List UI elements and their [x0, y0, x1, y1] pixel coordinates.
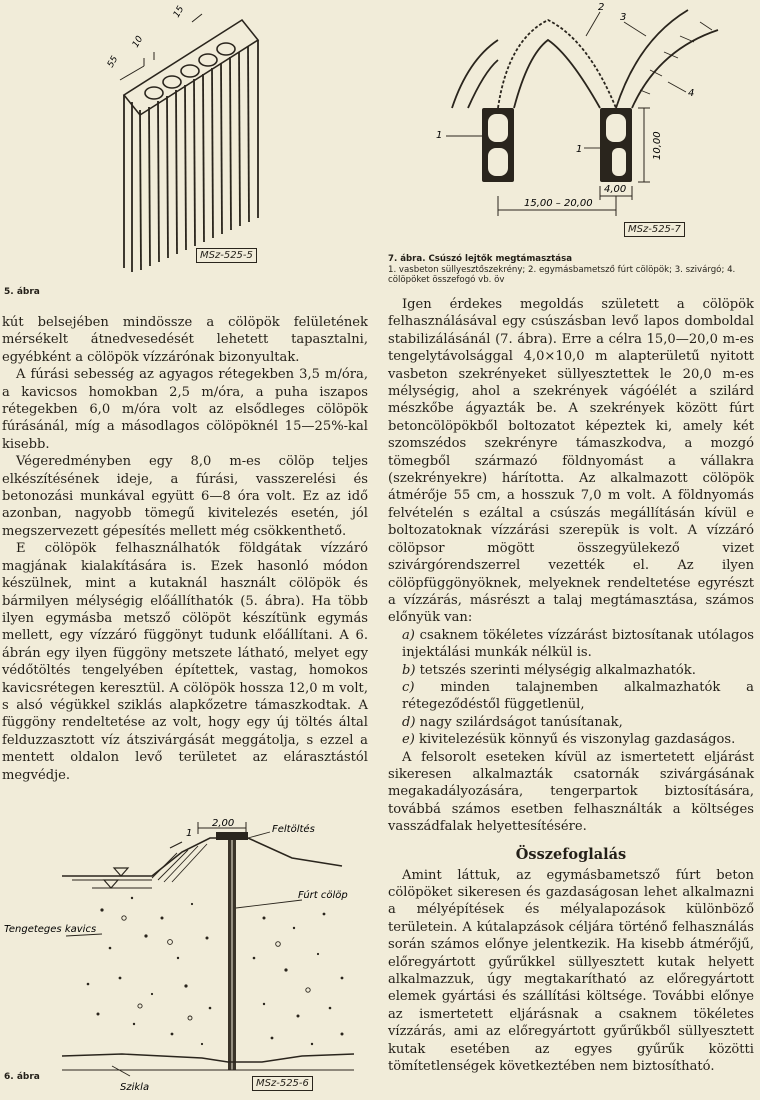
left-paragraph: kút belsejében mindössze a cölöpök felületének mérsékelt átnedvesedését lehetett tapasztalni, egyébként a cölöpök vízzárónak bizonyultak. [2, 315, 368, 365]
list-text: kivitelezésük könnyű és viszonylag gazdaságos. [419, 732, 736, 748]
figure-6-drawing [2, 818, 374, 1100]
fig7-dim-width: 4,00 [604, 184, 627, 195]
figure-7 [388, 0, 760, 250]
right-paragraph-intro: Igen érdekes megoldás született a cölöpök felhasználásával egy csúszásban levő lapos domboldal stabilizálásánál (7. ábra). Erre a célra 15,0—20,0 m-es tengelytávolsággal 4,0×10,0 m alapterületű nyitott vasbeton szekrényeket süllyesztettek le 20,0 m-es mélységig, ahol a szekrények vágóélét a szilárd mészkőbe ágyazták be. A szekrények között fúrt betoncölöpökből boltozatot képeztek ki, amely két szomszédos szekrényre támaszkodva, a mozgó tömegből származó földnyomást a vállakra (szekrényekre) hárította. Az alkalmazott cölöpök átmérője 55 cm, a hosszuk 7,0 m volt. A földnyomás felvételén s ezáltal a csúszás megállításán kívül e boltozatoknak vízzárási szerepük is volt. A vízzáró cölöpsor mögött összegyülekező vizet szivárgórendszerrel vezették el. Az ilyen cölöpfüggönyöknek, melyeknek rendeltetése egyrészt a vízzárás, másrészt a talaj megtámasztása, számos előnyük van: [388, 297, 754, 626]
fig6-marker: 1 [186, 828, 193, 839]
fig7-num-1-left: 1 [436, 130, 443, 141]
list-item [388, 662, 754, 679]
fig5-dim-15: 15 [171, 4, 187, 20]
fig7-caption-text: 1. vasbeton süllyesztőszekrény; 2. egymásbametsző fúrt cölöpök; 3. szivárgó; 4. cölöpöket összefogó vb. öv [388, 264, 736, 285]
figure-7-drawing [388, 0, 760, 250]
list-item [388, 714, 754, 731]
list-mark: b) [402, 662, 416, 678]
fig5-dim-10: 10 [130, 34, 146, 50]
fig7-num-1-mid: 1 [576, 144, 583, 155]
fig7-num-4: 4 [688, 88, 695, 99]
summary-heading: Összefoglalás [515, 845, 627, 863]
right-column [388, 0, 760, 1100]
list-mark: d) [402, 714, 416, 730]
list-text: nagy szilárdságot tanúsítanak, [419, 714, 623, 730]
left-text [2, 314, 368, 784]
list-item [388, 679, 754, 714]
fig6-label-feltoltes: Feltöltés [272, 824, 315, 835]
left-paragraph: E cölöpök felhasználhatók földgátak vízzáró magjának kialakítására is. Ezek hasonló módon készülnek, mint a kutaknál használt cölöpök és bármilyen mélységig előállíthatók (5. ábra). Ha több ilyen egymásba metsző cölöpöt készítünk egymás mellett, egy vízzáró függönyt tudunk előállítani. A 6. ábrán egy ilyen függöny metszete látható, melyet egy védőtöltés tengelyében építettek, vastag, homokos kavicsrétegen keresztül. A cölöpök hossza 12,0 m volt, s alsó végükkel sziklás alapkőzetre támaszkodtak. A függöny rendeltetése az volt, hogy egy új töltés által felduzzasztott víz átszivárgását meggátolja, s ezzel a mentett oldalon levő területet az elárasztástól megvédje. [2, 541, 368, 783]
list-text: tetszés szerinti mélységig alkalmazhatók. [419, 662, 696, 678]
figure-6 [2, 818, 374, 1100]
fig6-stamp: MSz-525-6 [252, 1076, 313, 1091]
list-mark: e) [402, 732, 415, 748]
fig7-caption-title-text: 7. ábra. Csúszó lejtők megtámasztása [388, 254, 573, 264]
fig6-dim-top: 2,00 [212, 818, 235, 829]
fig5-label: 5. ábra [4, 287, 40, 297]
figure-5-drawing [2, 0, 374, 300]
fig7-num-2: 2 [598, 2, 605, 13]
fig5-dim-55: 55 [105, 54, 121, 70]
list-text: minden talajnemben alkalmazhatók a rétegeződéstől függetlenül, [402, 679, 754, 713]
list-mark: a) [402, 627, 415, 643]
fig7-dim-height: 10,00 [652, 131, 663, 160]
fig7-stamp: MSz-525-7 [624, 222, 685, 237]
left-paragraph: A fúrási sebesség az agyagos rétegekben 3,5 m/óra, a kavicsos homokban 2,5 m/óra, a puha iszapos rétegekben 6,0 m/óra volt az elsődleges cölöpök fúrásánál, míg a másodlagos cölöpöknél 15—25%-kal kisebb. [2, 367, 368, 452]
fig7-caption-title [388, 254, 758, 265]
fig5-stamp: MSz-525-5 [196, 248, 257, 263]
list-mark: c) [402, 679, 415, 695]
figure-5 [2, 0, 374, 300]
fig6-label-furt-colop: Fúrt cölöp [298, 890, 348, 901]
list-text: csaknem tökéletes vízzárást biztosítanak utólagos injektálási munkák nélkül is. [402, 627, 754, 661]
list-item [388, 731, 754, 748]
list-item [388, 627, 754, 662]
summary-paragraph: Amint láttuk, az egymásbametsző fúrt beton cölöpöket sikeresen és gazdaságosan lehet alkalmazni a mélyépítések és mélyalapozások különböző területein. A kútalapzások céljára történő felhasználás során számos előnye jelentkezik. Ha kisebb átmérőjű, előregyártott gyűrűkkel süllyesztett kutak helyett alkalmazzuk, úgy megtakarítható az előregyártott elemek gyártási és szállítási költsége. További előnye az ismertetett eljárásnak a csaknem tökéletes vízzárás, ami az előregyártott gyűrűkből süllyesztett kutak esetében az egyes gyűrűk közötti tömítetlenségek következtében nem biztosítható. [388, 867, 754, 1075]
fig6-label-szikla: Szikla [120, 1082, 150, 1093]
right-text [388, 296, 754, 1075]
fig7-num-3: 3 [620, 12, 627, 23]
right-paragraph-after-list: A felsorolt eseteken kívül az ismertetett eljárást sikeresen alkalmazták csatornák szivárgásának megakadályozására, tengerpartok biztosítására, továbbá számos esetben felhasználták a költséges vasszádfalak helyettesítésére. [388, 749, 754, 835]
fig7-caption [388, 254, 758, 286]
left-paragraph: Végeredményben egy 8,0 m-es cölöp teljes elkészítésének ideje, a fúrási, vasszerelési és betonozási munkával együtt 6—8 óra volt. Ez az idő azonban, nagyobb tömegű kivitelezés esetén, jól megszervezett gépesítés mellett még csökkenthető. [2, 454, 368, 539]
fig6-label-kavics: Tengeteges kavics [4, 924, 97, 935]
fig7-dim-span: 15,00 – 20,00 [524, 198, 593, 209]
left-column [2, 0, 374, 1100]
fig6-label: 6. ábra [4, 1072, 40, 1082]
